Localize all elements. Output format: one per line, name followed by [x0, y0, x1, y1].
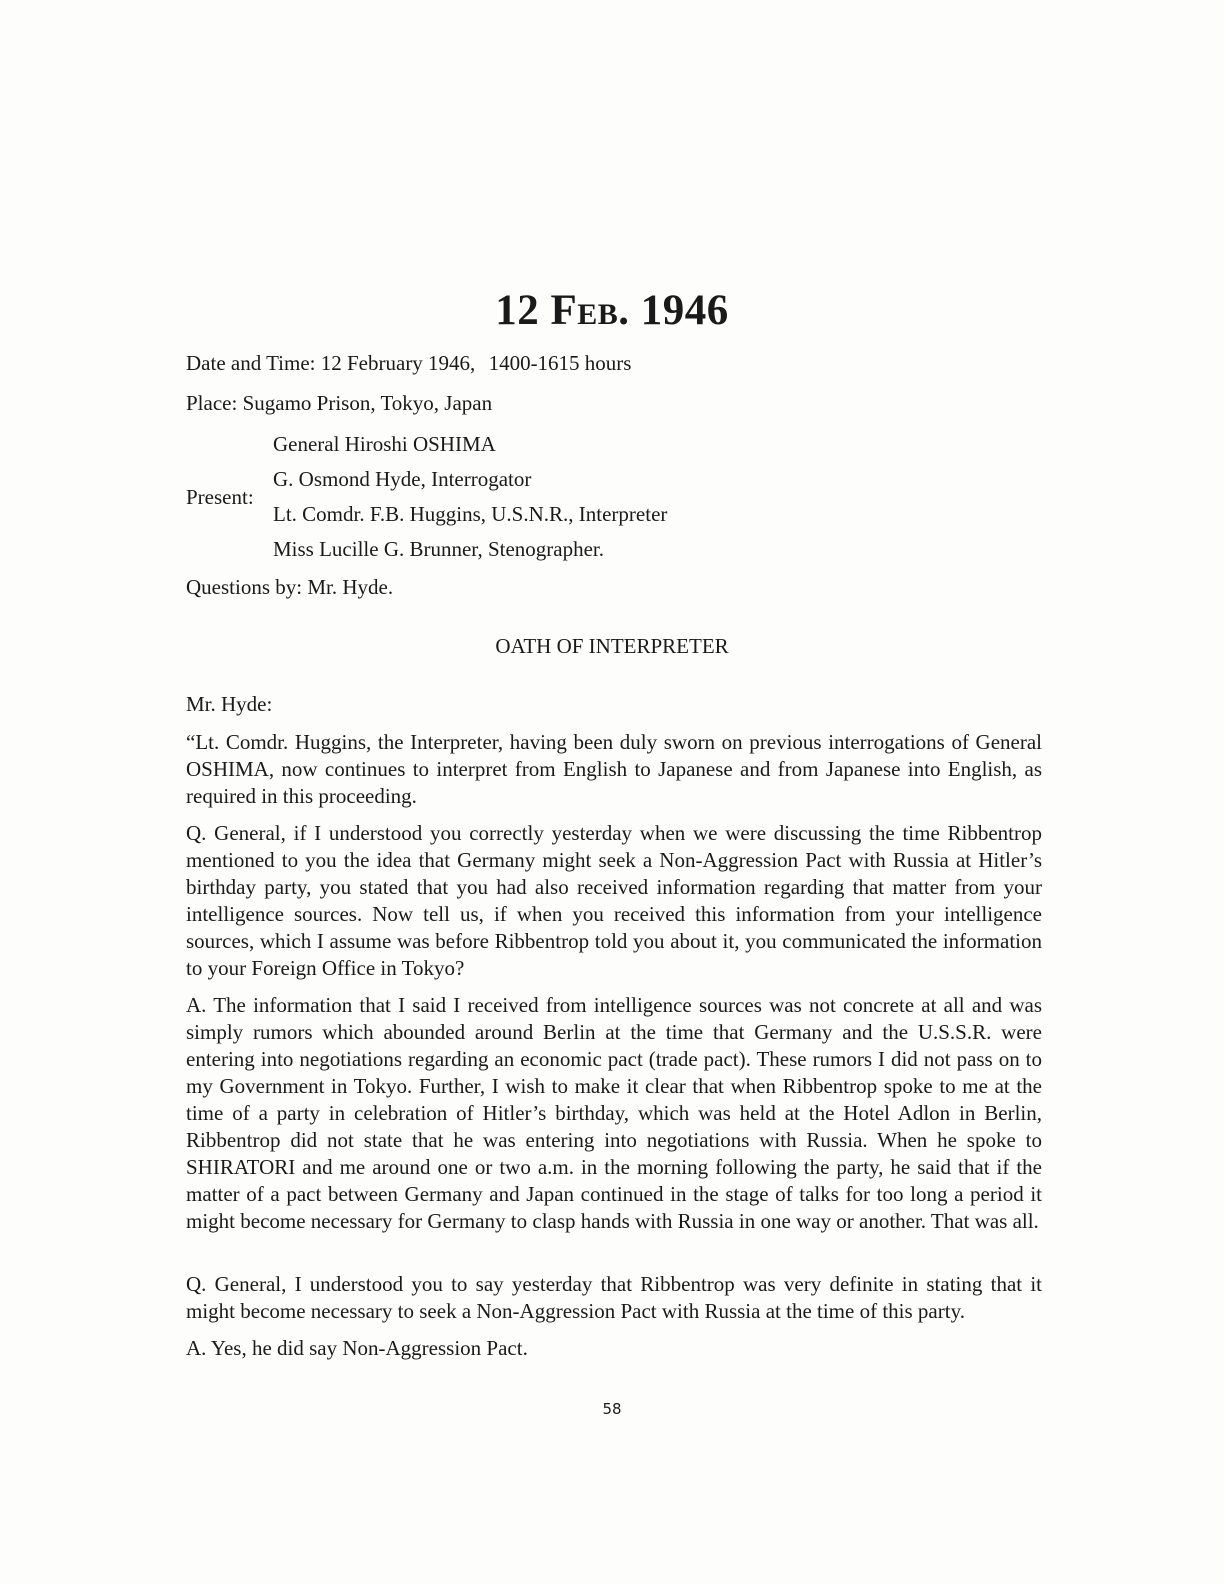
title-year: 1946 — [640, 287, 729, 334]
title-month: Feb. — [550, 287, 630, 334]
paragraph-question-1: Q. General, if I understood you correctly yesterday when we were discussing the time Ribbentrop mentioned to you the idea that Germany might seek a Non-Aggression Pact with Russia at Hitler’s birthday party, you stated that you had also received information regarding that matter from your intelligence sources. Now tell us, if when you received this information from your intelligence sources, which I assume was before Ribbentrop told you about it, you communicated the information to your Foreign Office in Tokyo? — [186, 821, 1042, 980]
date-time-value: 12 February 1946, — [320, 351, 476, 375]
present-item: Lt. Comdr. F.B. Huggins, U.S.N.R., Interpreter — [273, 502, 668, 526]
oath-heading: OATH OF INTERPRETER — [495, 634, 729, 658]
questions-by-line: Questions by: Mr. Hyde. — [186, 575, 394, 599]
place-value: Sugamo Prison, Tokyo, Japan — [242, 391, 493, 415]
present-list — [273, 431, 667, 571]
paragraph-answer-1: A. The information that I said I received from intelligence sources was not concrete at all and was simply rumors which abounded around Berlin at the time that Germany and the U.S.S.R. were entering into negotiations regarding an economic pact (trade pact). These rumors I did not pass on to my Government in Tokyo. Further, I wish to make it clear that when Ribbentrop spoke to me at the time of a party in celebration of Hitler’s birthday, which was held at the Hotel Adlon in Berlin, Ribbentrop did not state that he was entering into negotiations with Russia. When he spoke to SHIRATORI and me around one or two a.m. in the morning following the party, he said that if the matter of a pact between Germany and Japan continued in the stage of talks for too long a period it might become necessary for Germany to clasp hands with Russia in one way or another. That was all. — [186, 993, 1042, 1233]
paragraph-oath: “Lt. Comdr. Huggins, the Interpreter, having been duly sworn on previous interrogations of General OSHIMA, now continues to interpret from English to Japanese and from Japanese into English, as required in this proceeding. — [186, 730, 1042, 808]
page-number: 58 — [602, 1400, 622, 1418]
title-day: 12 — [495, 287, 540, 334]
place-label: Place: — [186, 391, 238, 415]
speaker-label: Mr. Hyde: — [186, 692, 273, 716]
present-label: Present: — [186, 485, 254, 509]
place-line — [186, 390, 492, 417]
page-title — [0, 283, 1224, 339]
present-item: General Hiroshi OSHIMA — [273, 432, 496, 456]
present-item: G. Osmond Hyde, Interrogator — [273, 467, 532, 491]
date-time-line — [186, 350, 631, 377]
present-item: Miss Lucille G. Brunner, Stenographer. — [273, 537, 605, 561]
paragraph-answer-2: A. Yes, he did say Non-Aggression Pact. — [186, 1336, 528, 1360]
time-value: 1400-1615 hours — [488, 351, 632, 375]
paragraph-question-2: Q. General, I understood you to say yesterday that Ribbentrop was very definite in stating that it might become necessary to seek a Non-Aggression Pact with Russia at the time of this party. — [186, 1272, 1042, 1323]
date-time-label: Date and Time: — [186, 351, 316, 375]
